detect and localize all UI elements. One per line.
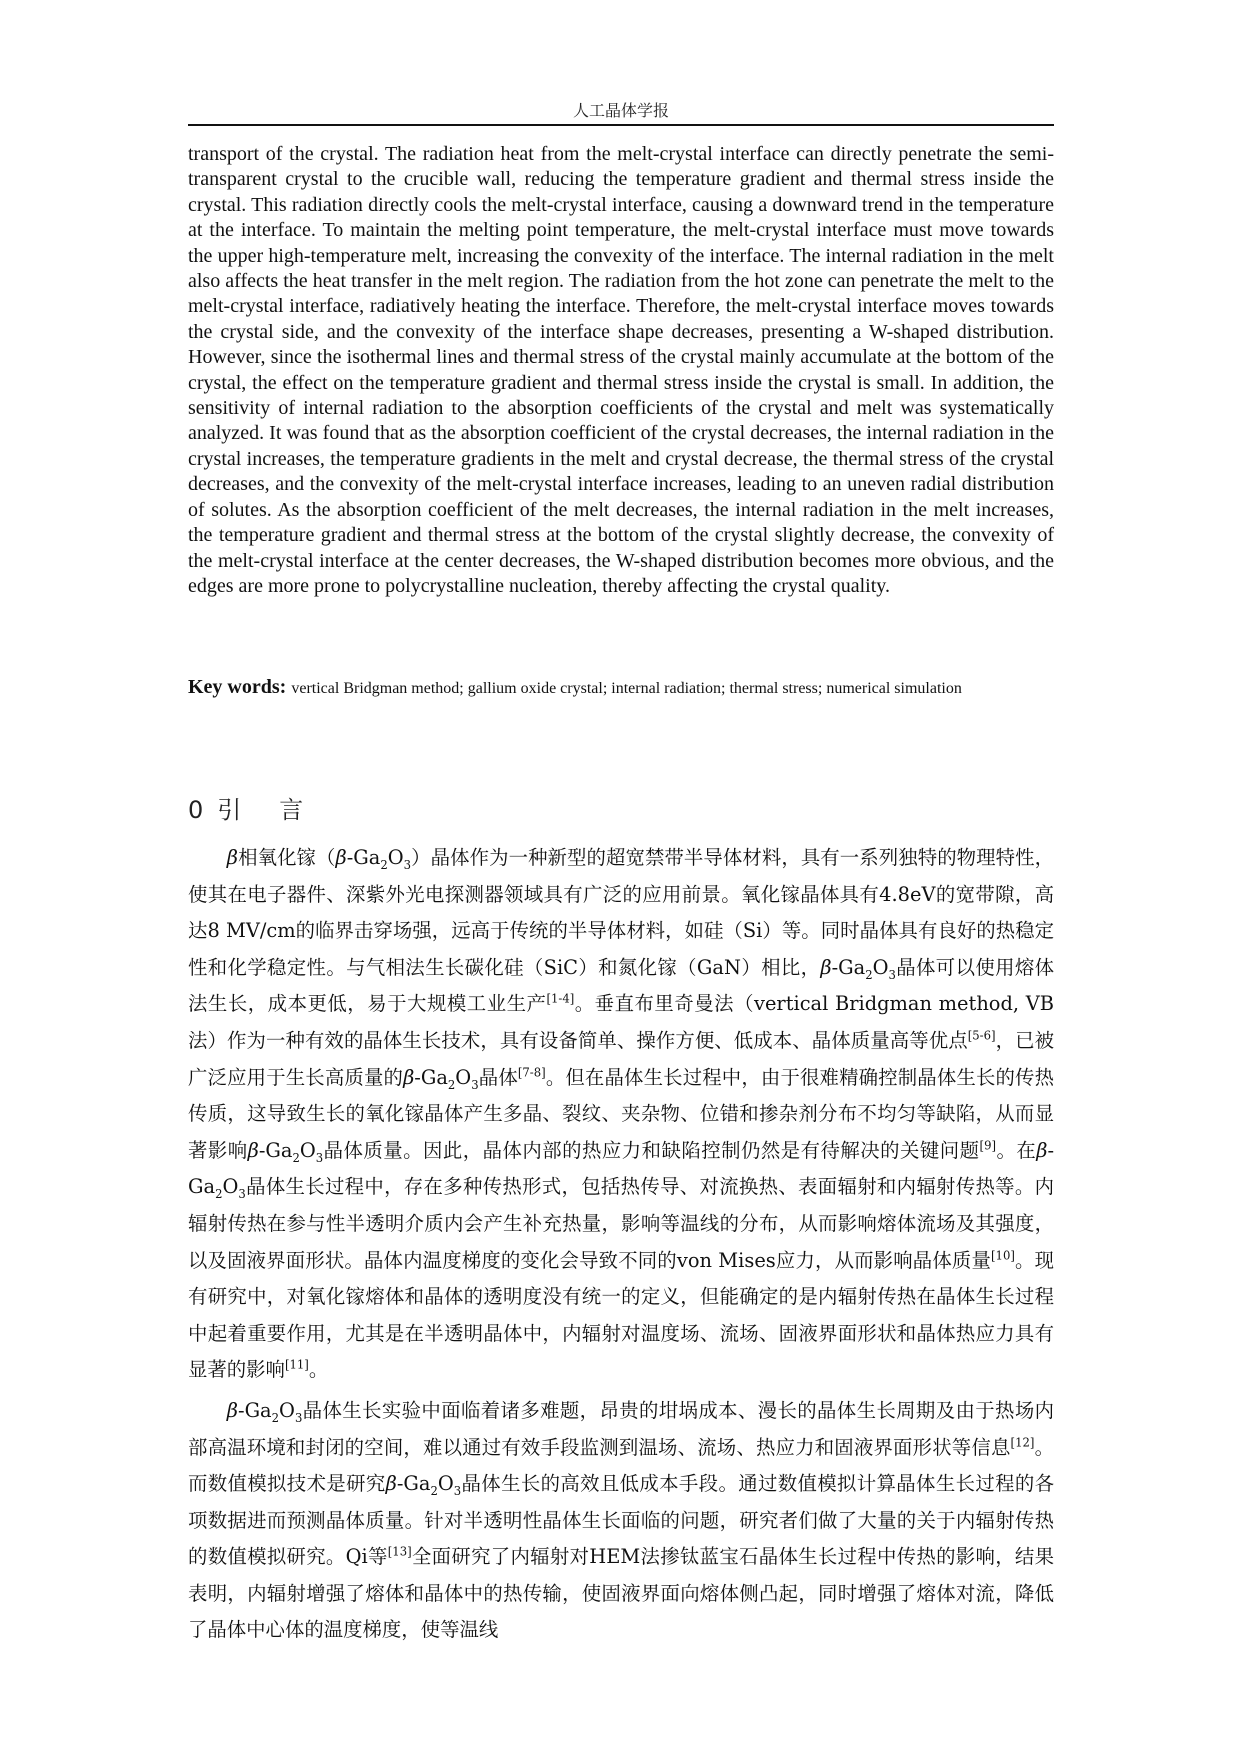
citation: [7-8] (517, 1065, 546, 1080)
citation: [10] (991, 1248, 1015, 1263)
body-paragraph-1: β相氧化镓$(\beta-Ga_2O_3)$晶体作为一种新型的超宽禁带半导体材料，具有一系列独特的物理特性，使其在电子器件、深紫外光电探测器领域具有广泛的应用前景。氧化镓晶体具有4.8eV的宽带隙，高达8 MV/cm的临界击穿场强，远高于传统的半导体材料，如硅（Si）等。同时晶体具有良好的热稳定性和化学稳定性。与气相法生长碳化硅（SiC）和氮化镓（GaN）相比，$\beta-Ga_2O_3$晶体可以使用熔体法生长，成本更低，易于大规模工业生产[1-4]。垂直布里奇曼法（vertical Bridgman method, VB法）作为一种有效的晶体生长技术，具有设备简单、操作方便、低成本、晶体质量高等优点[5-6]，已被广泛应用于生长高质量的$\beta-Ga_2O_3$晶体[7-8]。但在晶体生长过程中，由于很难精确控制晶体生长的传热传质，这导致生长的氧化镓晶体产生多晶、裂纹、夹杂物、位错和掺杂剂分布不均匀等缺陷，从而显著影响$\beta-Ga_2O_3$晶体质量。因此，晶体内部的热应力和缺陷控制仍然是有待解决的关键问题[9]。在$\beta-Ga_2O_3$晶体生长过程中，存在多种传热形式，包括热传导、对流换热、表面辐射和内辐射传热等。内辐射传热在参与性半透明介质内会产生补充热量，影响等温线的分布，从而影响熔体流场及其强度，以及固液界面形状。晶体内温度梯度的变化会导致不同的von Mises应力，从而影响晶体质量[10]。现有研究中，对氧化镓熔体和晶体的透明度没有统一的定义，但能确定的是内辐射传热在晶体生长过程中起着重要作用，尤其是在半透明晶体中，内辐射对温度场、流场、固液界面形状和晶体热应力具有显著的影响[11]。 (188, 846, 1055, 1382)
citation: [13] (387, 1544, 412, 1559)
citation: [1-4] (546, 991, 575, 1006)
abstract-text: transport of the crystal. The radiation heat from the melt-crystal interface can directly penetrate the semi-transparent crystal to the crucible wall, reducing the temperature gradient and thermal stress inside the crystal. This radiation directly cools the melt-crystal interface, causing a downward trend in the temperature at the interface. To maintain the melting point temperature, the melt-crystal interface must move towards the upper high-temperature melt, increasing the convexity of the interface. The internal radiation in the melt also affects the heat transfer in the melt region. The radiation from the hot zone can penetrate the melt to the melt-crystal interface, radiatively heating the interface. Therefore, the melt-crystal interface moves towards the crystal side, and the convexity of the interface shape decreases, presenting a W-shaped distribution. However, since the isothermal lines and thermal stress of the crystal mainly accumulate at the bottom of the crystal, the effect on the temperature gradient and thermal stress inside the crystal is small. In addition, the sensitivity of internal radiation to the absorption coefficients of the crystal and melt was systematically analyzed. It was found that as the absorption coefficient of the crystal decreases, the internal radiation in the crystal increases, the temperature gradients in the melt and crystal decrease, the thermal stress of the crystal decreases, and the convexity of the melt-crystal interface increases, leading to an uneven radial distribution of solutes. As the absorption coefficient of the melt decreases, the internal radiation in the melt increases, the temperature gradient and thermal stress at the bottom of the crystal slightly decrease, the convexity of the melt-crystal interface at the center decreases, the W-shaped distribution becomes more obvious, and the edges are more prone to polycrystalline nucleation, thereby affecting the crystal quality. (188, 143, 1054, 597)
beta-symbol: β (226, 846, 239, 869)
body-paragraph-2: $\beta-Ga_2O_3$晶体生长实验中面临着诸多难题，昂贵的坩埚成本、漫长的晶体生长周期及由于热场内部高温环境和封闭的空间，难以通过有效手段监测到温场、流场、热应力和固液界面形状等信息[12]。而数值模拟技术是研究$\beta-Ga_2O_3$晶体生长的高效且低成本手段。通过数值模拟计算晶体生长过程的各项数据进而预测晶体质量。针对半透明性晶体生长面临的问题，研究者们做了大量的关于内辐射传热的数值模拟研究。Qi等[13]全面研究了内辐射对HEM法掺钛蓝宝石晶体生长过程中传热的影响，结果表明，内辐射增强了熔体和晶体中的热传输，使固液界面向熔体侧凸起，同时增强了熔体对流，降低了晶体中心体的温度梯度，使等温线 (188, 1398, 1055, 1642)
section-number: 0 (188, 796, 204, 824)
citation: [9] (979, 1138, 996, 1153)
keywords-label: Key words (188, 676, 280, 698)
header-divider (188, 124, 1054, 126)
keywords: Key words: vertical Bridgman method; gallium oxide crystal; internal radiation; thermal stress; numerical simulation (188, 676, 962, 698)
citation: [12] (1010, 1435, 1035, 1450)
journal-header-title: 人工晶体学报 (572, 101, 669, 120)
section-title: 引言 (217, 796, 342, 824)
section-heading (188, 790, 341, 825)
citation: [11] (284, 1357, 309, 1372)
citation: [5-6] (967, 1028, 996, 1043)
body-text (188, 840, 1054, 1649)
keywords-text: vertical Bridgman method; gallium oxide crystal; internal radiation; thermal stress; numerical simulation (291, 680, 962, 697)
